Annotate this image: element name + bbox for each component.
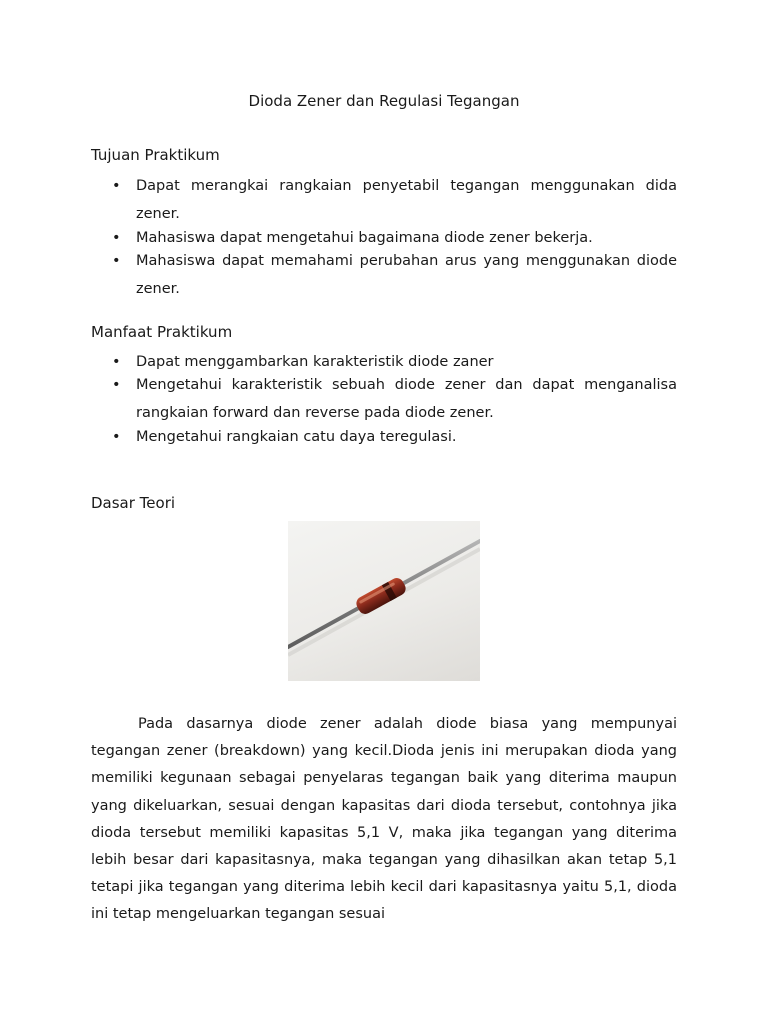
section-heading-tujuan: Tujuan Praktikum [91,146,220,164]
bullet-glyph: • [112,253,121,269]
bullet-glyph: • [112,429,121,445]
list-manfaat [91,352,677,447]
bullet-glyph: • [112,354,121,370]
list-tujuan [91,173,677,303]
bullet-glyph: • [112,178,121,194]
bullet-glyph: • [112,377,121,393]
diode-body-group [354,576,408,617]
list-item-text: Mengetahui rangkaian catu daya teregulasi. [136,429,457,445]
section-heading-manfaat: Manfaat Praktikum [91,323,233,341]
document-title: Dioda Zener dan Regulasi Tegangan [248,92,520,110]
list-item [91,173,677,228]
list-item [91,372,677,427]
bullet-glyph: • [112,230,121,246]
dasar-teori-paragraph: Pada dasarnya diode zener adalah diode biasa yang mempunyai tegangan zener (breakdown) yang kecil.Dioda jenis ini merupakan dioda yang memiliki kegunaan sebagai penyelaras tegangan baik yang diterima maupun yang dikeluarkan, sesuai dengan kapasitas dari dioda tersebut, contohnya jika dioda tersebut memiliki kapasitas 5,1 V, maka jika tegangan yang diterima lebih besar dari kapasitasnya, maka tegangan yang dihasilkan akan tetap 5,1 tetapi jika tegangan yang diterima lebih kecil dari kapasitasnya yaitu 5,1, dioda ini tetap mengeluarkan tegangan sesuai [91,716,677,923]
list-item-text: Dapat menggambarkan karakteristik diode zaner [136,354,494,370]
list-item-text: Mahasiswa dapat memahami perubahan arus yang menggunakan diode zener. [136,253,677,297]
diode-body [354,576,408,617]
list-item-text: Dapat merangkai rangkaian penyetabil tegangan menggunakan dida zener. [136,178,677,222]
list-item-text: Mahasiswa dapat mengetahui bagaimana diode zener bekerja. [136,230,593,246]
list-item [91,352,677,372]
zener-diode-illustration [288,521,480,681]
list-item [91,248,677,303]
list-item [91,228,677,248]
list-item [91,427,677,447]
zener-diode-photo [288,521,480,681]
section-heading-dasar-teori: Dasar Teori [91,494,176,512]
list-item-text: Mengetahui karakteristik sebuah diode zener dan dapat menganalisa rangkaian forward dan reverse pada diode zener. [136,377,677,421]
